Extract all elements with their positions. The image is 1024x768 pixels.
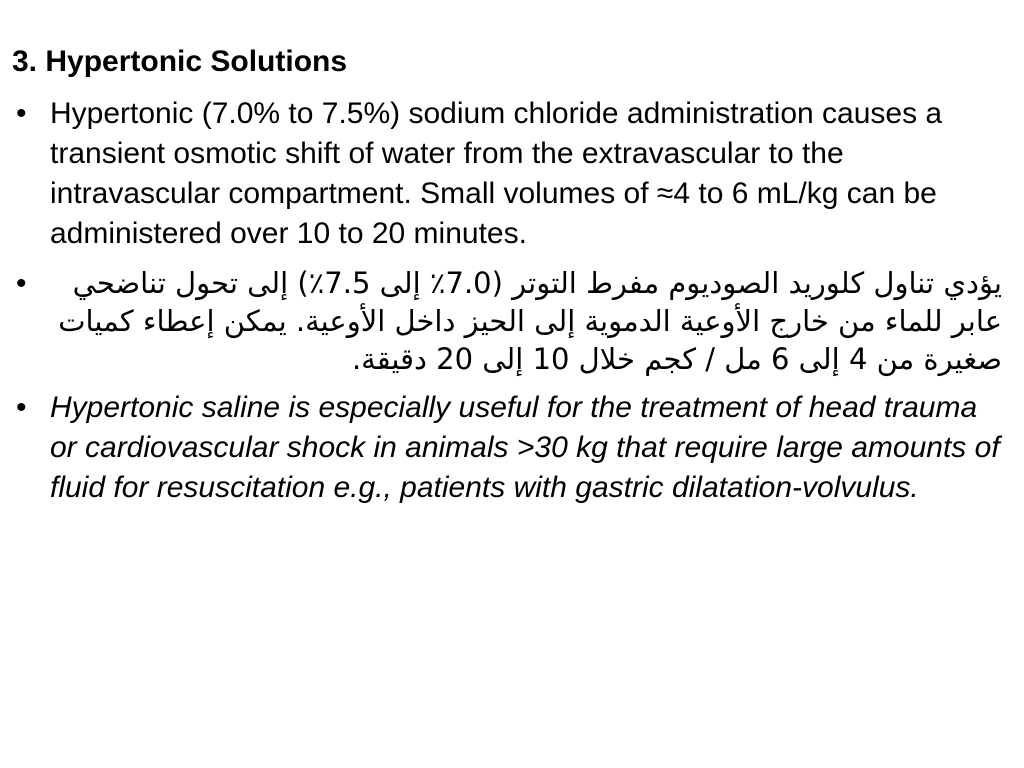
bullet-item-arabic: [12, 264, 1002, 378]
bullet-text: Hypertonic (7.0% to 7.5%) sodium chloride administration causes a transient osmotic shift of water from the extravascular to the intravascular compartment. Small volumes of ≈4 to 6 mL/kg can be administered over 10 to 20 minutes.: [50, 97, 943, 250]
slide-title: 3. Hypertonic Solutions: [12, 45, 348, 78]
bullet-item-english: [12, 94, 1002, 254]
arabic-translation: يؤدي تناول كلوريد الصوديوم مفرط التوتر (7.0٪ إلى 7.5٪) إلى تحول تناضحي عابر للماء من خارج الأوعية الدموية إلى الحيز داخل الأوعية. يمكن إعطاء كميات صغيرة من 4 إلى 6 مل / كجم خلال 10 إلى 20 دقيقة.: [58, 266, 1002, 376]
bullet-item-italic: [12, 388, 1002, 508]
bullet-text-arabic: [50, 264, 1002, 378]
bullet-marker: •: [16, 267, 27, 300]
bullet-list: [12, 94, 1002, 508]
bullet-marker: •: [16, 97, 27, 130]
bullet-marker: •: [16, 391, 27, 424]
bullet-text-italic: Hypertonic saline is especially useful for the treatment of head trauma or cardiovascular shock in animals >30 kg that require large amounts of fluid for resuscitation e.g., patients with gastric dilatation-volvulus.: [50, 391, 1000, 504]
